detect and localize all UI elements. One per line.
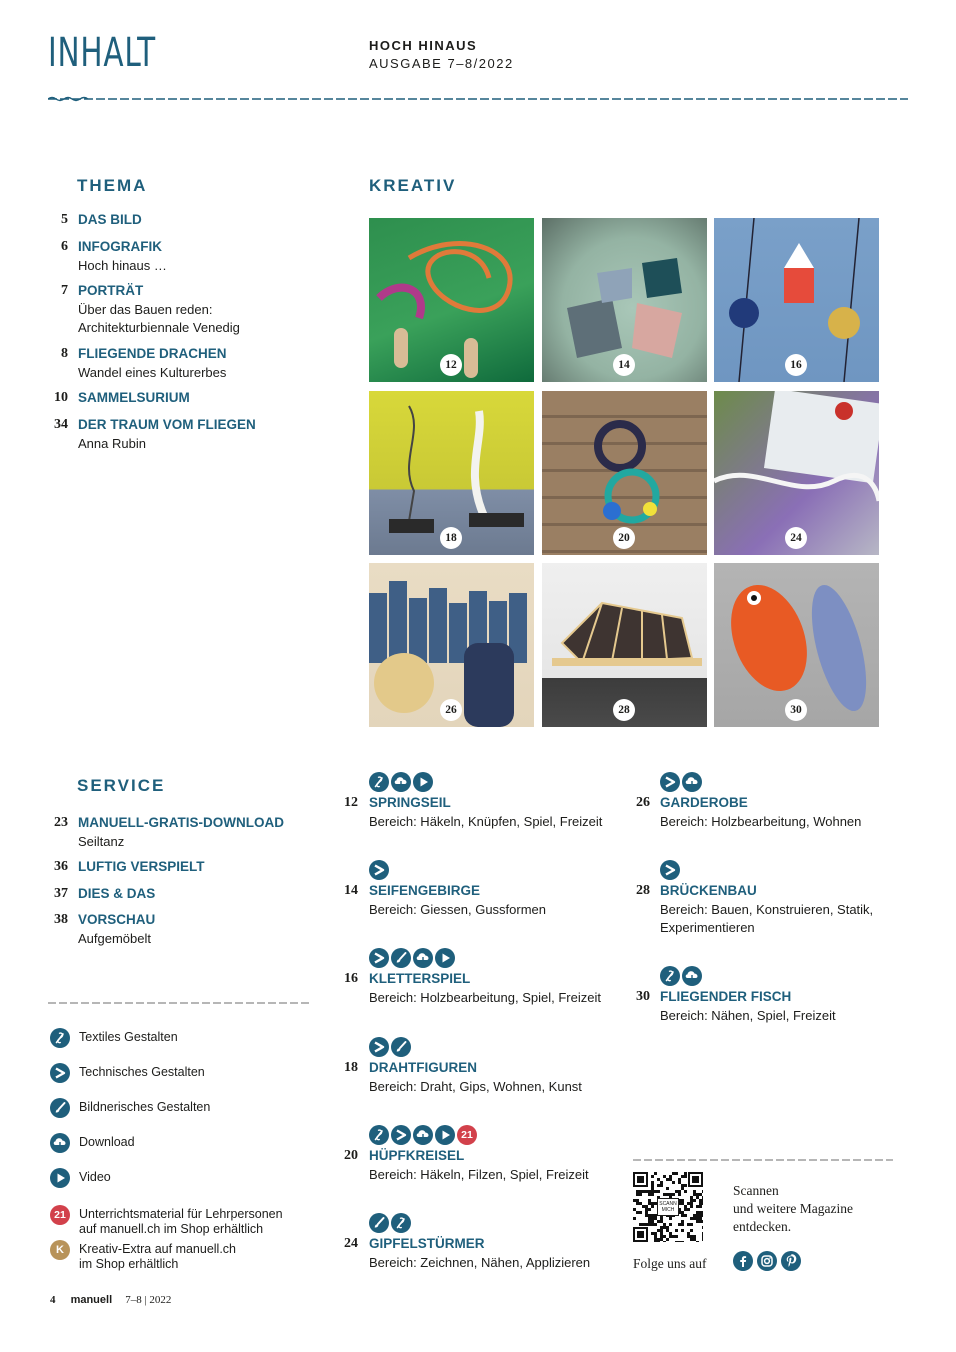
download-icon xyxy=(682,966,702,986)
project-description: Bereich: Nähen, Spiel, Freizeit xyxy=(660,1008,836,1023)
textile-icon xyxy=(660,966,680,986)
kreativ-heading: KREATIV xyxy=(369,176,457,195)
toc-title: PORTRÄT xyxy=(78,283,144,298)
project-category-icons xyxy=(369,860,389,880)
project-description: Bereich: Holzbearbeitung, Spiel, Freizeit xyxy=(369,990,601,1005)
technical-icon xyxy=(391,1125,411,1145)
follow-label: Folge uns auf xyxy=(633,1256,707,1271)
project-thumbnail[interactable] xyxy=(542,218,707,382)
thumbnail-page-badge: 20 xyxy=(613,527,635,549)
project-thumbnail[interactable] xyxy=(542,391,707,555)
qr-scan-text: Scannen und weitere Magazine entdecken. xyxy=(733,1183,853,1234)
toc-subtitle: Hoch hinaus … xyxy=(78,258,167,273)
facebook-icon[interactable] xyxy=(733,1251,753,1271)
project-title[interactable]: DRAHTFIGUREN xyxy=(369,1060,477,1075)
toc-title: DAS BILD xyxy=(78,212,142,227)
toc-title: SAMMELSURIUM xyxy=(78,390,190,405)
thumbnail-page-badge: 14 xyxy=(613,354,635,376)
thumbnail-page-badge: 12 xyxy=(440,354,462,376)
project-page-number: 12 xyxy=(344,795,358,810)
project-description: Bereich: Draht, Gips, Wohnen, Kunst xyxy=(369,1079,582,1094)
thumbnail-page-badge: 26 xyxy=(440,699,462,721)
project-thumbnail[interactable] xyxy=(369,391,534,555)
legend-label-line: Download xyxy=(79,1135,135,1149)
toc-page-number: 23 xyxy=(54,815,68,830)
project-page-number: 30 xyxy=(636,989,650,1004)
project-thumbnail[interactable] xyxy=(714,218,879,382)
legend-label-line: Kreativ-Extra auf manuell.ch xyxy=(79,1242,237,1256)
thumbnail-page-badge: 16 xyxy=(785,354,807,376)
project-title[interactable]: GIPFELSTÜRMER xyxy=(369,1236,485,1251)
legend-label-line: Technisches Gestalten xyxy=(79,1065,205,1079)
toc-page-number: 6 xyxy=(61,239,68,254)
textile-icon xyxy=(369,1125,389,1145)
toc-subtitle: Aufgemöbelt xyxy=(78,931,151,946)
issue-title: HOCH HINAUS xyxy=(369,38,478,53)
social-links xyxy=(733,1251,801,1271)
technical-icon xyxy=(369,948,389,968)
toc-page-number: 7 xyxy=(61,283,68,298)
legend-label-line: auf manuell.ch im Shop erhältlich xyxy=(79,1222,264,1236)
textile-icon xyxy=(50,1028,70,1048)
legend-label-line: Bildnerisches Gestalten xyxy=(79,1100,211,1114)
project-page-number: 14 xyxy=(344,883,358,898)
thumbnail-page-badge: 18 xyxy=(440,527,462,549)
toc-title: DIES & DAS xyxy=(78,886,156,901)
project-thumbnail[interactable] xyxy=(369,563,534,727)
download-icon xyxy=(413,948,433,968)
toc-page-number: 10 xyxy=(54,390,68,405)
brush-icon xyxy=(391,1037,411,1057)
technical-icon xyxy=(660,860,680,880)
pinterest-icon[interactable] xyxy=(781,1251,801,1271)
header-divider xyxy=(48,94,908,104)
brush-icon xyxy=(369,1213,389,1233)
qr-code[interactable] xyxy=(633,1172,703,1242)
legend-label xyxy=(79,1170,111,1185)
toc-title: FLIEGENDE DRACHEN xyxy=(78,346,227,361)
technical-icon xyxy=(660,772,680,792)
instagram-icon[interactable] xyxy=(757,1251,777,1271)
project-page-number: 20 xyxy=(344,1148,358,1163)
footer-brand: manuell xyxy=(70,1294,113,1306)
thema-heading: THEMA xyxy=(77,176,148,195)
toc-page-number: 8 xyxy=(61,346,68,361)
project-title[interactable]: GARDEROBE xyxy=(660,795,748,810)
project-page-number: 18 xyxy=(344,1060,358,1075)
toc-title: MANUELL-GRATIS-DOWNLOAD xyxy=(78,815,284,830)
project-thumbnail[interactable] xyxy=(714,563,879,727)
project-description: Bereich: Bauen, Konstruieren, Statik, xyxy=(660,902,874,917)
legend-label-line: Video xyxy=(79,1170,111,1184)
project-title[interactable]: FLIEGENDER FISCH xyxy=(660,989,792,1004)
legend-label xyxy=(79,1242,236,1272)
video-icon xyxy=(50,1168,70,1188)
thumbnail-page-badge: 30 xyxy=(785,699,807,721)
project-title[interactable]: SEIFENGEBIRGE xyxy=(369,883,481,898)
legend-label xyxy=(79,1030,178,1045)
page-title: INHALT xyxy=(48,30,156,76)
issue-subtitle: AUSGABE 7–8/2022 xyxy=(369,56,514,71)
legend-label xyxy=(79,1065,205,1080)
project-description: Bereich: Giessen, Gussformen xyxy=(369,902,547,917)
project-description: Experimentieren xyxy=(660,920,755,935)
project-category-icons xyxy=(660,860,680,880)
legend-label xyxy=(79,1135,135,1150)
legend-label xyxy=(79,1207,283,1237)
project-thumbnail[interactable] xyxy=(369,218,534,382)
footer-issue: 7–8 | 2022 xyxy=(125,1294,172,1306)
technical-icon xyxy=(50,1063,70,1083)
toc-title: LUFTIG VERSPIELT xyxy=(78,859,205,874)
page-number: 4 xyxy=(50,1294,56,1306)
toc-page-number: 38 xyxy=(54,912,68,927)
qr-scan-label: SCANN MICH xyxy=(657,1198,679,1216)
qr-divider xyxy=(633,1157,893,1163)
download-icon xyxy=(391,772,411,792)
download-icon xyxy=(413,1125,433,1145)
legend-label-line: Textiles Gestalten xyxy=(79,1030,178,1044)
textile-icon xyxy=(369,772,389,792)
toc-subtitle: Anna Rubin xyxy=(78,436,146,451)
toc-subtitle: Wandel eines Kulturerbes xyxy=(78,365,227,380)
project-category-icons xyxy=(369,1125,477,1145)
project-title[interactable]: HÜPFKREISEL xyxy=(369,1148,465,1163)
toc-page-number: 5 xyxy=(61,212,68,227)
project-thumbnail[interactable] xyxy=(714,391,879,555)
project-page-number: 26 xyxy=(636,795,650,810)
toc-page-number: 37 xyxy=(54,886,68,901)
project-category-icons xyxy=(369,1037,411,1057)
legend-label-line: im Shop erhältlich xyxy=(79,1257,179,1271)
project-category-icons xyxy=(660,966,702,986)
download-icon xyxy=(50,1133,70,1153)
download-icon xyxy=(682,772,702,792)
teaching-material-icon: 21 xyxy=(457,1125,477,1145)
brush-icon xyxy=(391,948,411,968)
project-page-number: 28 xyxy=(636,883,650,898)
project-category-icons xyxy=(369,1213,411,1233)
toc-page-number: 36 xyxy=(54,859,68,874)
project-category-icons xyxy=(369,948,455,968)
service-heading: SERVICE xyxy=(77,776,166,795)
kreativ-extra-icon: K xyxy=(50,1240,70,1260)
toc-subtitle: Über das Bauen reden: xyxy=(78,302,213,317)
project-description: Bereich: Zeichnen, Nähen, Applizieren xyxy=(369,1255,591,1270)
project-description: Bereich: Häkeln, Filzen, Spiel, Freizeit xyxy=(369,1167,589,1182)
project-title[interactable]: BRÜCKENBAU xyxy=(660,883,757,898)
page-footer xyxy=(50,1294,171,1306)
toc-page-number: 34 xyxy=(54,417,68,432)
technical-icon xyxy=(369,1037,389,1057)
project-page-number: 24 xyxy=(344,1236,358,1251)
project-category-icons xyxy=(660,772,702,792)
toc-subtitle: Architekturbiennale Venedig xyxy=(78,320,240,335)
legend-label xyxy=(79,1100,210,1115)
project-title[interactable]: SPRINGSEIL xyxy=(369,795,451,810)
project-category-icons xyxy=(369,772,433,792)
legend-divider xyxy=(48,1000,310,1006)
thumbnail-page-badge: 28 xyxy=(613,699,635,721)
brush-icon xyxy=(50,1098,70,1118)
video-icon xyxy=(435,948,455,968)
teaching-material-icon: 21 xyxy=(50,1205,70,1225)
project-thumbnail[interactable] xyxy=(542,563,707,727)
toc-title: DER TRAUM VOM FLIEGEN xyxy=(78,417,256,432)
toc-title: INFOGRAFIK xyxy=(78,239,162,254)
project-description: Bereich: Häkeln, Knüpfen, Spiel, Freizeit xyxy=(369,814,603,829)
project-page-number: 16 xyxy=(344,971,358,986)
project-description: Bereich: Holzbearbeitung, Wohnen xyxy=(660,814,862,829)
textile-icon xyxy=(391,1213,411,1233)
technical-icon xyxy=(369,860,389,880)
legend-label-line: Unterrichtsmaterial für Lehrpersonen xyxy=(79,1207,283,1221)
thumbnail-page-badge: 24 xyxy=(785,527,807,549)
toc-title: VORSCHAU xyxy=(78,912,156,927)
video-icon xyxy=(413,772,433,792)
video-icon xyxy=(435,1125,455,1145)
toc-subtitle: Seiltanz xyxy=(78,834,125,849)
project-title[interactable]: KLETTERSPIEL xyxy=(369,971,471,986)
